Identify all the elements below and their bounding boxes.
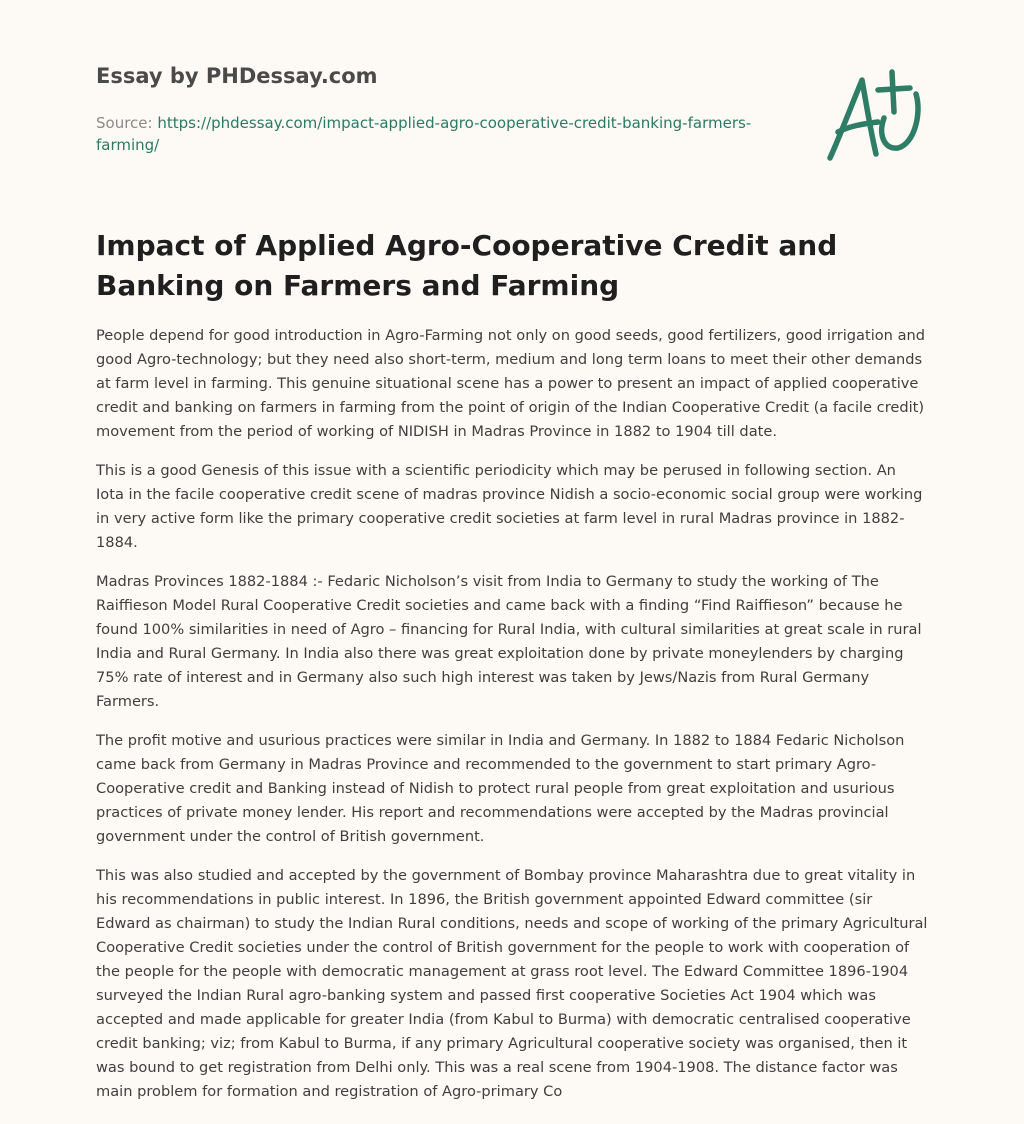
paragraph: Madras Provinces 1882-1884 :- Fedaric Nicholson’s visit from India to Germany to study the working of The Raiffieson Model Rural Cooperative Credit societies and came back with a finding “Find Raiffieson” because he found 100% similarities in need of Agro – financing for Rural India, with cultural similarities at great scale in rural India and Rural Germany. In India also there was great exploitation done by private moneylenders by charging 75% rate of interest and in Germany also such high interest was taken by Jews/Nazis from Rural Germany Farmers. bbox=[96, 573, 922, 710]
logo-plus-horizontal bbox=[878, 88, 910, 90]
brand-name: Essay by PHDessay.com bbox=[96, 64, 378, 88]
paragraph: This is a good Genesis of this issue with a scientific periodicity which may be perused in following section. An Iota in the facile cooperative credit scene of madras province Nidish a socio-economic social group were working in very active form like the primary cooperative credit societies at farm level in rural Madras province in 1882-1884. bbox=[96, 462, 923, 551]
a-plus-logo-icon bbox=[818, 66, 930, 166]
paragraph: People depend for good introduction in Agro-Farming not only on good seeds, good fertilizers, good irrigation and good Agro-technology; but they need also short-term, medium and long term loans to meet their other demands at farm level in farming. This genuine situational scene has a power to present an impact of applied cooperative credit and banking on farmers in farming from the point of origin of the Indian Cooperative Credit (a facile credit) movement from the period of working of NIDISH in Madras Province in 1882 to 1904 till date. bbox=[96, 327, 926, 440]
article-body bbox=[96, 324, 928, 1119]
logo-letter-a-stroke bbox=[830, 80, 876, 158]
source-label: Source: bbox=[96, 114, 153, 132]
logo-swoosh bbox=[882, 94, 918, 148]
source-link[interactable]: https://phdessay.com/impact-applied-agro-cooperative-credit-banking-farmers-farming/ bbox=[96, 114, 752, 154]
source-line bbox=[96, 112, 776, 156]
paragraph: The profit motive and usurious practices were similar in India and Germany. In 1882 to 1884 Fedaric Nicholson came back from Germany in Madras Province and recommended to the government to start primary Agro-Cooperative credit and Banking instead of Nidish to protect rural people from great exploitation and usurious practices of private money lender. His report and recommendations were accepted by the Madras provincial government under the control of British government. bbox=[96, 732, 905, 845]
logo-plus-vertical bbox=[892, 72, 894, 112]
paragraph: This was also studied and accepted by the government of Bombay province Maharashtra due to great vitality in his recommendations in public interest. In 1896, the British government appointed Edward committee (sir Edward as chairman) to study the Indian Rural conditions, needs and scope of working of the primary Agricultural Cooperative Credit societies under the control of British government for the people to work with cooperation of the people for the people with democratic management at grass root level. The Edward Committee 1896-1904 surveyed the Indian Rural agro-banking system and passed first cooperative Societies Act 1904 which was accepted and made applicable for greater India (from Kabul to Burma) with democratic centralised cooperative credit banking; viz; from Kabul to Burma, if any primary Agricultural cooperative society was organised, then it was bound to get registration from Delhi only. This was a real scene from 1904-1908. The distance factor was main problem for formation and registration of Agro-primary Co bbox=[96, 867, 928, 1100]
page-title: Impact of Applied Agro-Cooperative Credit and Banking on Farmers and Farming bbox=[96, 229, 838, 302]
